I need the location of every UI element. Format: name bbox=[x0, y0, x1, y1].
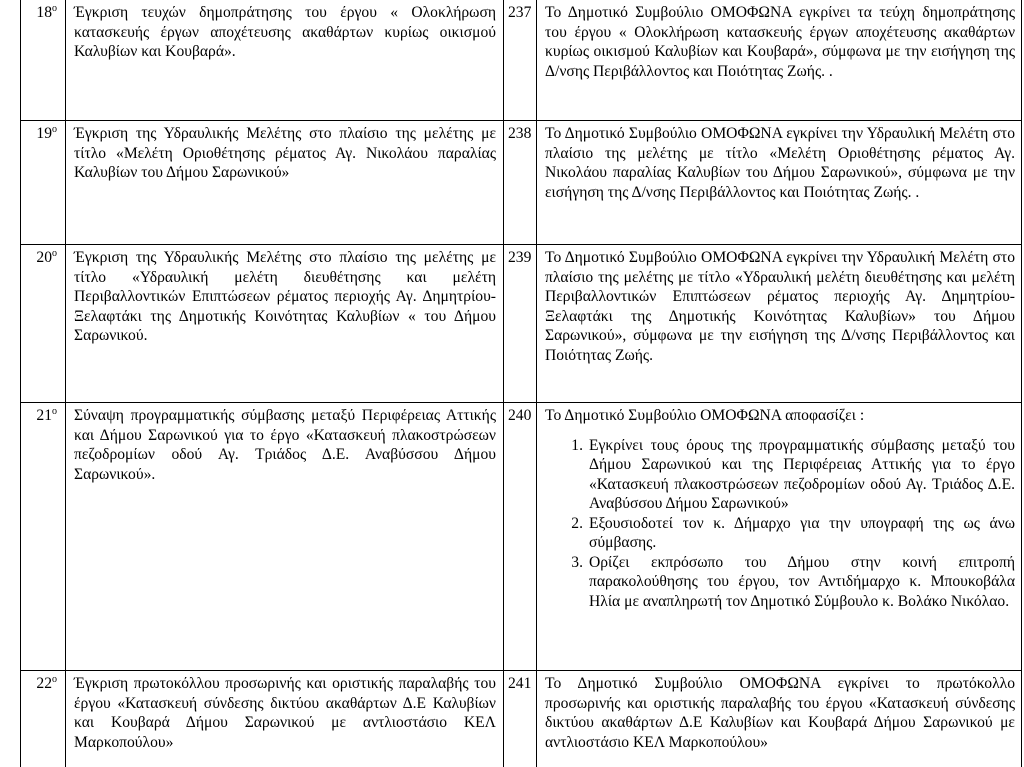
list-item bbox=[545, 436, 1015, 514]
list-item-marker: 2. bbox=[571, 514, 583, 532]
decision-text: Το Δημοτικό Συμβούλιο ΟΜΟΦΩΝΑ εγκρίνει την Υδραυλική Μελέτη στο πλαίσιο της μελέτης με τίτλο «Υδραυλική μελέτη διευθέτησης και μελέτη Περιβαλλοντικών Επιπτώσεων ρέματος περιοχής Αγ. Δημητρίου- Ξελαφτάκι της Δημοτικής Κοινότητας Καλυβίων» του Δήμου Σαρωνικού», σύμφωνα με την εισήγηση της Δ/νσης Περιβάλλοντος και Ποιότητας Ζωής. bbox=[537, 245, 1022, 403]
decision-intro: Το Δημοτικό Συμβούλιο ΟΜΟΦΩΝΑ αποφασίζει : bbox=[545, 407, 865, 424]
agenda-item-subject: Έγκριση πρωτοκόλλου προσωρινής και οριστικής παραλαβής του έργου «Κατασκευή σύνδεσης δικτύου ακαθάρτων Δ.Ε Καλυβίων και Κουβαρά Δήμου Σαρωνικού με αντλιοστάσιο ΚΕΛ Μαρκοπούλου» bbox=[66, 671, 504, 767]
agenda-item-subject: Έγκριση της Υδραυλικής Μελέτης στο πλαίσιο της μελέτης με τίτλο «Μελέτη Οριοθέτησης ρέματος Αγ. Νικολάου παραλίας Καλυβίων του Δήμου Σαρωνικού» bbox=[66, 121, 504, 245]
agenda-item-subject: Έγκριση τευχών δημοπράτησης του έργου « Ολοκλήρωση κατασκευής έργων αποχέτευσης ακαθάρτων κυρίως οικισμού Καλυβίων και Κουβαρά». bbox=[66, 0, 504, 121]
agenda-item-number: $18^o$ bbox=[21, 0, 66, 121]
decision-number: 239 bbox=[504, 245, 537, 403]
agenda-item-subject: Σύναψη προγραμματικής σύμβασης μεταξύ Περιφέρειας Αττικής και Δήμου Σαρωνικού για το έργο «Κατασκευή πλακοστρώσεων πεζοδρομίων οδού Αγ. Τριάδος Δ.Ε. Αναβύσσου Δήμου Σαρωνικού». bbox=[66, 403, 504, 671]
decision-number: 238 bbox=[504, 121, 537, 245]
list-item-marker: 1. bbox=[571, 436, 583, 454]
decision-items-list bbox=[545, 436, 1015, 612]
agenda-item-number: $21^o$ bbox=[21, 403, 66, 671]
agenda-decisions-table bbox=[20, 0, 1022, 767]
list-item bbox=[545, 514, 1015, 553]
decision-text: Το Δημοτικό Συμβούλιο ΟΜΟΦΩΝΑ εγκρίνει το πρωτόκολλο προσωρινής και οριστικής παραλαβής του έργου «Κατασκευή σύνδεσης δικτύου ακαθάρτων Δ.Ε Καλυβίων και Κουβαρά Δήμου Σαρωνικού με αντλιοστάσιο ΚΕΛ Μαρκοπούλου» bbox=[537, 671, 1022, 767]
decision-number: 237 bbox=[504, 0, 537, 121]
list-item-text: Ορίζει εκπρόσωπο του Δήμου στην κοινή επιτροπή παρακολούθησης του έργου, τον Αντιδήμαρχο κ. Μπουκοβάλα Ηλία με αναπληρωτή τον Δημοτικό Σύμβουλο κ. Βολάκο Νικόλαο. bbox=[589, 553, 1015, 610]
decision-number: 241 bbox=[504, 671, 537, 767]
table-row bbox=[21, 671, 1022, 767]
table-row bbox=[21, 121, 1022, 245]
agenda-item-number: $22^o$ bbox=[21, 671, 66, 767]
list-item bbox=[545, 553, 1015, 612]
table-row bbox=[21, 245, 1022, 403]
decision-text: Το Δημοτικό Συμβούλιο ΟΜΟΦΩΝΑ εγκρίνει τα τεύχη δημοπράτησης του έργου « Ολοκλήρωση κατασκευής έργων αποχέτευσης ακαθάρτων κυρίως οικισμού Καλυβίων και Κουβαρά», σύμφωνα με την εισήγηση της Δ/νσης Περιβάλλοντος και Ποιότητας Ζωής. . bbox=[537, 0, 1022, 121]
list-item-text: Εγκρίνει τους όρους της προγραμματικής σύμβασης μεταξύ του Δήμου Σαρωνικού και της Περιφέρειας Αττικής για το έργο «Κατασκευή πλακοστρώσεων πεζοδρομίων οδού Αγ. Τριάδος Δ.Ε. Αναβύσσου Δήμου Σαρωνικού» bbox=[589, 436, 1015, 512]
decision-text-with-list bbox=[537, 403, 1022, 671]
table-row bbox=[21, 0, 1022, 121]
decision-number: 240 bbox=[504, 403, 537, 671]
table-row bbox=[21, 403, 1022, 671]
agenda-item-number: $20^o$ bbox=[21, 245, 66, 403]
decision-text: Το Δημοτικό Συμβούλιο ΟΜΟΦΩΝΑ εγκρίνει την Υδραυλική Μελέτη στο πλαίσιο της μελέτης με τίτλο «Μελέτη Οριοθέτησης ρέματος Αγ. Νικολάου παραλίας Καλυβίων του Δήμου Σαρωνικού», σύμφωνα με την εισήγηση της Δ/νσης Περιβάλλοντος και Ποιότητας Ζωής. . bbox=[537, 121, 1022, 245]
agenda-item-subject: Έγκριση της Υδραυλικής Μελέτης στο πλαίσιο της μελέτης με τίτλο «Υδραυλική μελέτη διευθέτησης και μελέτη Περιβαλλοντικών Επιπτώσεων ρέματος περιοχής Αγ. Δημητρίου- Ξελαφτάκι της Δημοτικής Κοινότητας Καλυβίων « του Δήμου Σαρωνικού. bbox=[66, 245, 504, 403]
list-item-marker: 3. bbox=[571, 553, 583, 571]
agenda-item-number: $19^o$ bbox=[21, 121, 66, 245]
list-item-text: Εξουσιοδοτεί τον κ. Δήμαρχο για την υπογραφή της ως άνω σύμβασης. bbox=[589, 514, 1015, 551]
